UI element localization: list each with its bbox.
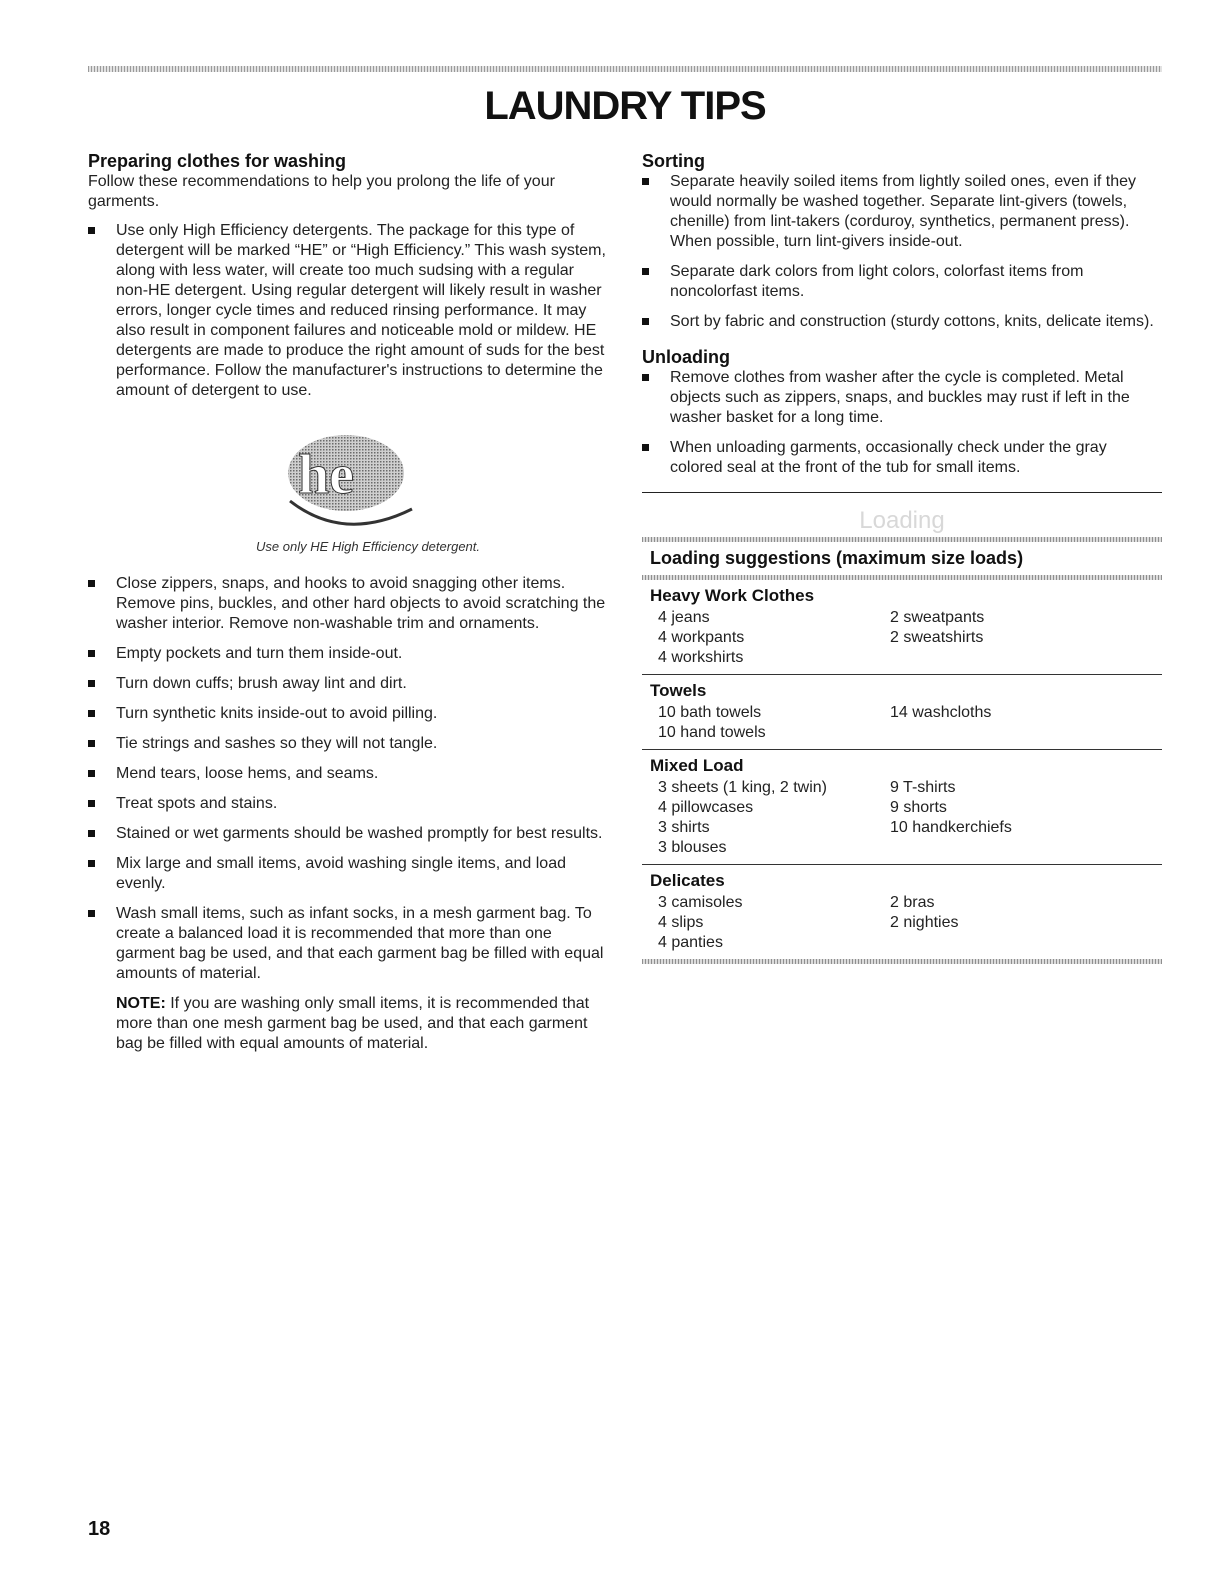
bullet-icon — [88, 860, 95, 867]
load-item: 2 bras — [890, 894, 935, 911]
load-group-title: Towels — [650, 681, 707, 700]
load-item: 2 sweatpants — [890, 609, 985, 626]
list-item: Treat spots and stains. — [88, 794, 608, 814]
note-text: If you are washing only small items, it is recommended that more than one mesh garment bag be used, and that each garment bag be filled with equal amounts of material. — [116, 995, 590, 1052]
note — [88, 994, 608, 1054]
bullet-icon — [88, 910, 95, 917]
list-item: Separate heavily soiled items from lightly soiled ones, even if they would normally be washed together. Separate lint-givers (towels, chenille) from lint-takers (corduroy, synthetics, permanent press). When possible, turn lint-givers inside-out. — [642, 172, 1162, 252]
load-item: 4 workpants — [658, 629, 745, 646]
load-item: 2 sweatshirts — [890, 629, 984, 646]
bullet-icon — [88, 680, 95, 687]
list-item: Tie strings and sashes so they will not tangle. — [88, 734, 608, 754]
list-item: Sort by fabric and construction (sturdy cottons, knits, delicate items). — [642, 312, 1162, 332]
detergent-list — [88, 221, 608, 401]
bullet-icon — [88, 830, 95, 837]
right-column — [642, 150, 1162, 964]
load-group-title: Mixed Load — [650, 756, 744, 775]
list-item: Stained or wet garments should be washed promptly for best results. — [88, 824, 608, 844]
load-group — [642, 749, 1162, 864]
load-item: 4 jeans — [658, 609, 710, 626]
page-title: LAUNDRY TIPS — [484, 84, 766, 128]
preparing-heading: Preparing clothes for washing — [88, 151, 347, 171]
bullet-icon — [642, 318, 649, 325]
sorting-heading: Sorting — [642, 151, 705, 171]
unloading-list — [642, 368, 1162, 478]
load-item: 3 sheets (1 king, 2 twin) — [658, 779, 827, 796]
load-group — [642, 580, 1162, 674]
list-item: Close zippers, snaps, and hooks to avoid snagging other items. Remove pins, buckles, and other hard objects to avoid scratching the washer interior. Remove non-washable trim and ornaments. — [88, 574, 608, 634]
sorting-list — [642, 172, 1162, 332]
he-logo-area — [88, 411, 608, 531]
list-item: Turn synthetic knits inside-out to avoid pilling. — [88, 704, 608, 724]
bullet-icon — [88, 770, 95, 777]
list-item: Separate dark colors from light colors, colorfast items from noncolorfast items. — [642, 262, 1162, 302]
bullet-icon — [88, 710, 95, 717]
preparing-intro: Follow these recommendations to help you prolong the life of your garments. — [88, 173, 555, 210]
list-item: Remove clothes from washer after the cycle is completed. Metal objects such as zippers, snaps, and buckles may rust if left in the washer basket for a long time. — [642, 368, 1162, 428]
load-group — [642, 674, 1162, 749]
loading-table — [642, 580, 1162, 959]
load-item: 4 panties — [658, 934, 723, 951]
list-item: Empty pockets and turn them inside-out. — [88, 644, 608, 664]
he-logo-icon — [284, 431, 424, 531]
list-item: When unloading garments, occasionally check under the gray colored seal at the front of the tub for small items. — [642, 438, 1162, 478]
load-item: 3 shirts — [658, 819, 710, 836]
load-group-title: Delicates — [650, 871, 725, 890]
load-group-title: Heavy Work Clothes — [650, 586, 815, 605]
bullet-icon — [88, 580, 95, 587]
load-item: 10 hand towels — [658, 724, 766, 741]
load-item: 9 shorts — [890, 799, 947, 816]
list-item: Use only High Efficiency detergents. The package for this type of detergent will be marked “HE” or “High Efficiency.” This wash system, along with less water, will create too much sudsing with a regular non-HE detergent. Using regular detergent will likely result in washer errors, longer cycle times and reduced rinsing performance. It may also result in component failures and noticeable mold or mildew. HE detergents are made to produce the right amount of suds for the best performance. Follow the manufacturer's instructions to determine the amount of detergent to use. — [88, 221, 608, 401]
top-dotted-rule — [88, 66, 1162, 72]
dotted-rule — [642, 959, 1162, 964]
bullet-icon — [642, 444, 649, 451]
list-item: Mend tears, loose hems, and seams. — [88, 764, 608, 784]
bullet-icon — [88, 740, 95, 747]
he-caption: Use only HE High Efficiency detergent. — [256, 539, 480, 554]
bullet-icon — [642, 268, 649, 275]
bullet-icon — [88, 800, 95, 807]
list-item: Turn down cuffs; brush away lint and dirt. — [88, 674, 608, 694]
load-item: 3 blouses — [658, 839, 727, 856]
load-item: 14 washcloths — [890, 704, 992, 721]
unloading-heading: Unloading — [642, 347, 730, 367]
bullet-icon — [88, 650, 95, 657]
section-divider — [642, 492, 1162, 493]
bullet-icon — [88, 227, 95, 234]
note-label: NOTE: — [116, 995, 166, 1012]
loading-heading: Loading — [859, 507, 945, 534]
loading-table-title: Loading suggestions (maximum size loads) — [650, 548, 1024, 568]
preparing-list — [88, 574, 608, 984]
list-item: Wash small items, such as infant socks, in a mesh garment bag. To create a balanced load it is recommended that more than one garment bag be used, and that each garment bag be filled with equal amounts of material. — [88, 904, 608, 984]
load-item: 4 slips — [658, 914, 704, 931]
load-item: 3 camisoles — [658, 894, 743, 911]
bullet-icon — [642, 178, 649, 185]
load-item: 9 T-shirts — [890, 779, 956, 796]
load-item: 10 bath towels — [658, 704, 762, 721]
load-item: 10 handkerchiefs — [890, 819, 1012, 836]
load-item: 4 workshirts — [658, 649, 744, 666]
page-number: 18 — [88, 1518, 111, 1540]
list-item: Mix large and small items, avoid washing single items, and load evenly. — [88, 854, 608, 894]
svg-text:he: he — [298, 444, 354, 506]
load-group — [642, 864, 1162, 959]
load-item: 2 nighties — [890, 914, 959, 931]
left-column — [88, 150, 608, 1054]
load-item: 4 pillowcases — [658, 799, 754, 816]
bullet-icon — [642, 374, 649, 381]
